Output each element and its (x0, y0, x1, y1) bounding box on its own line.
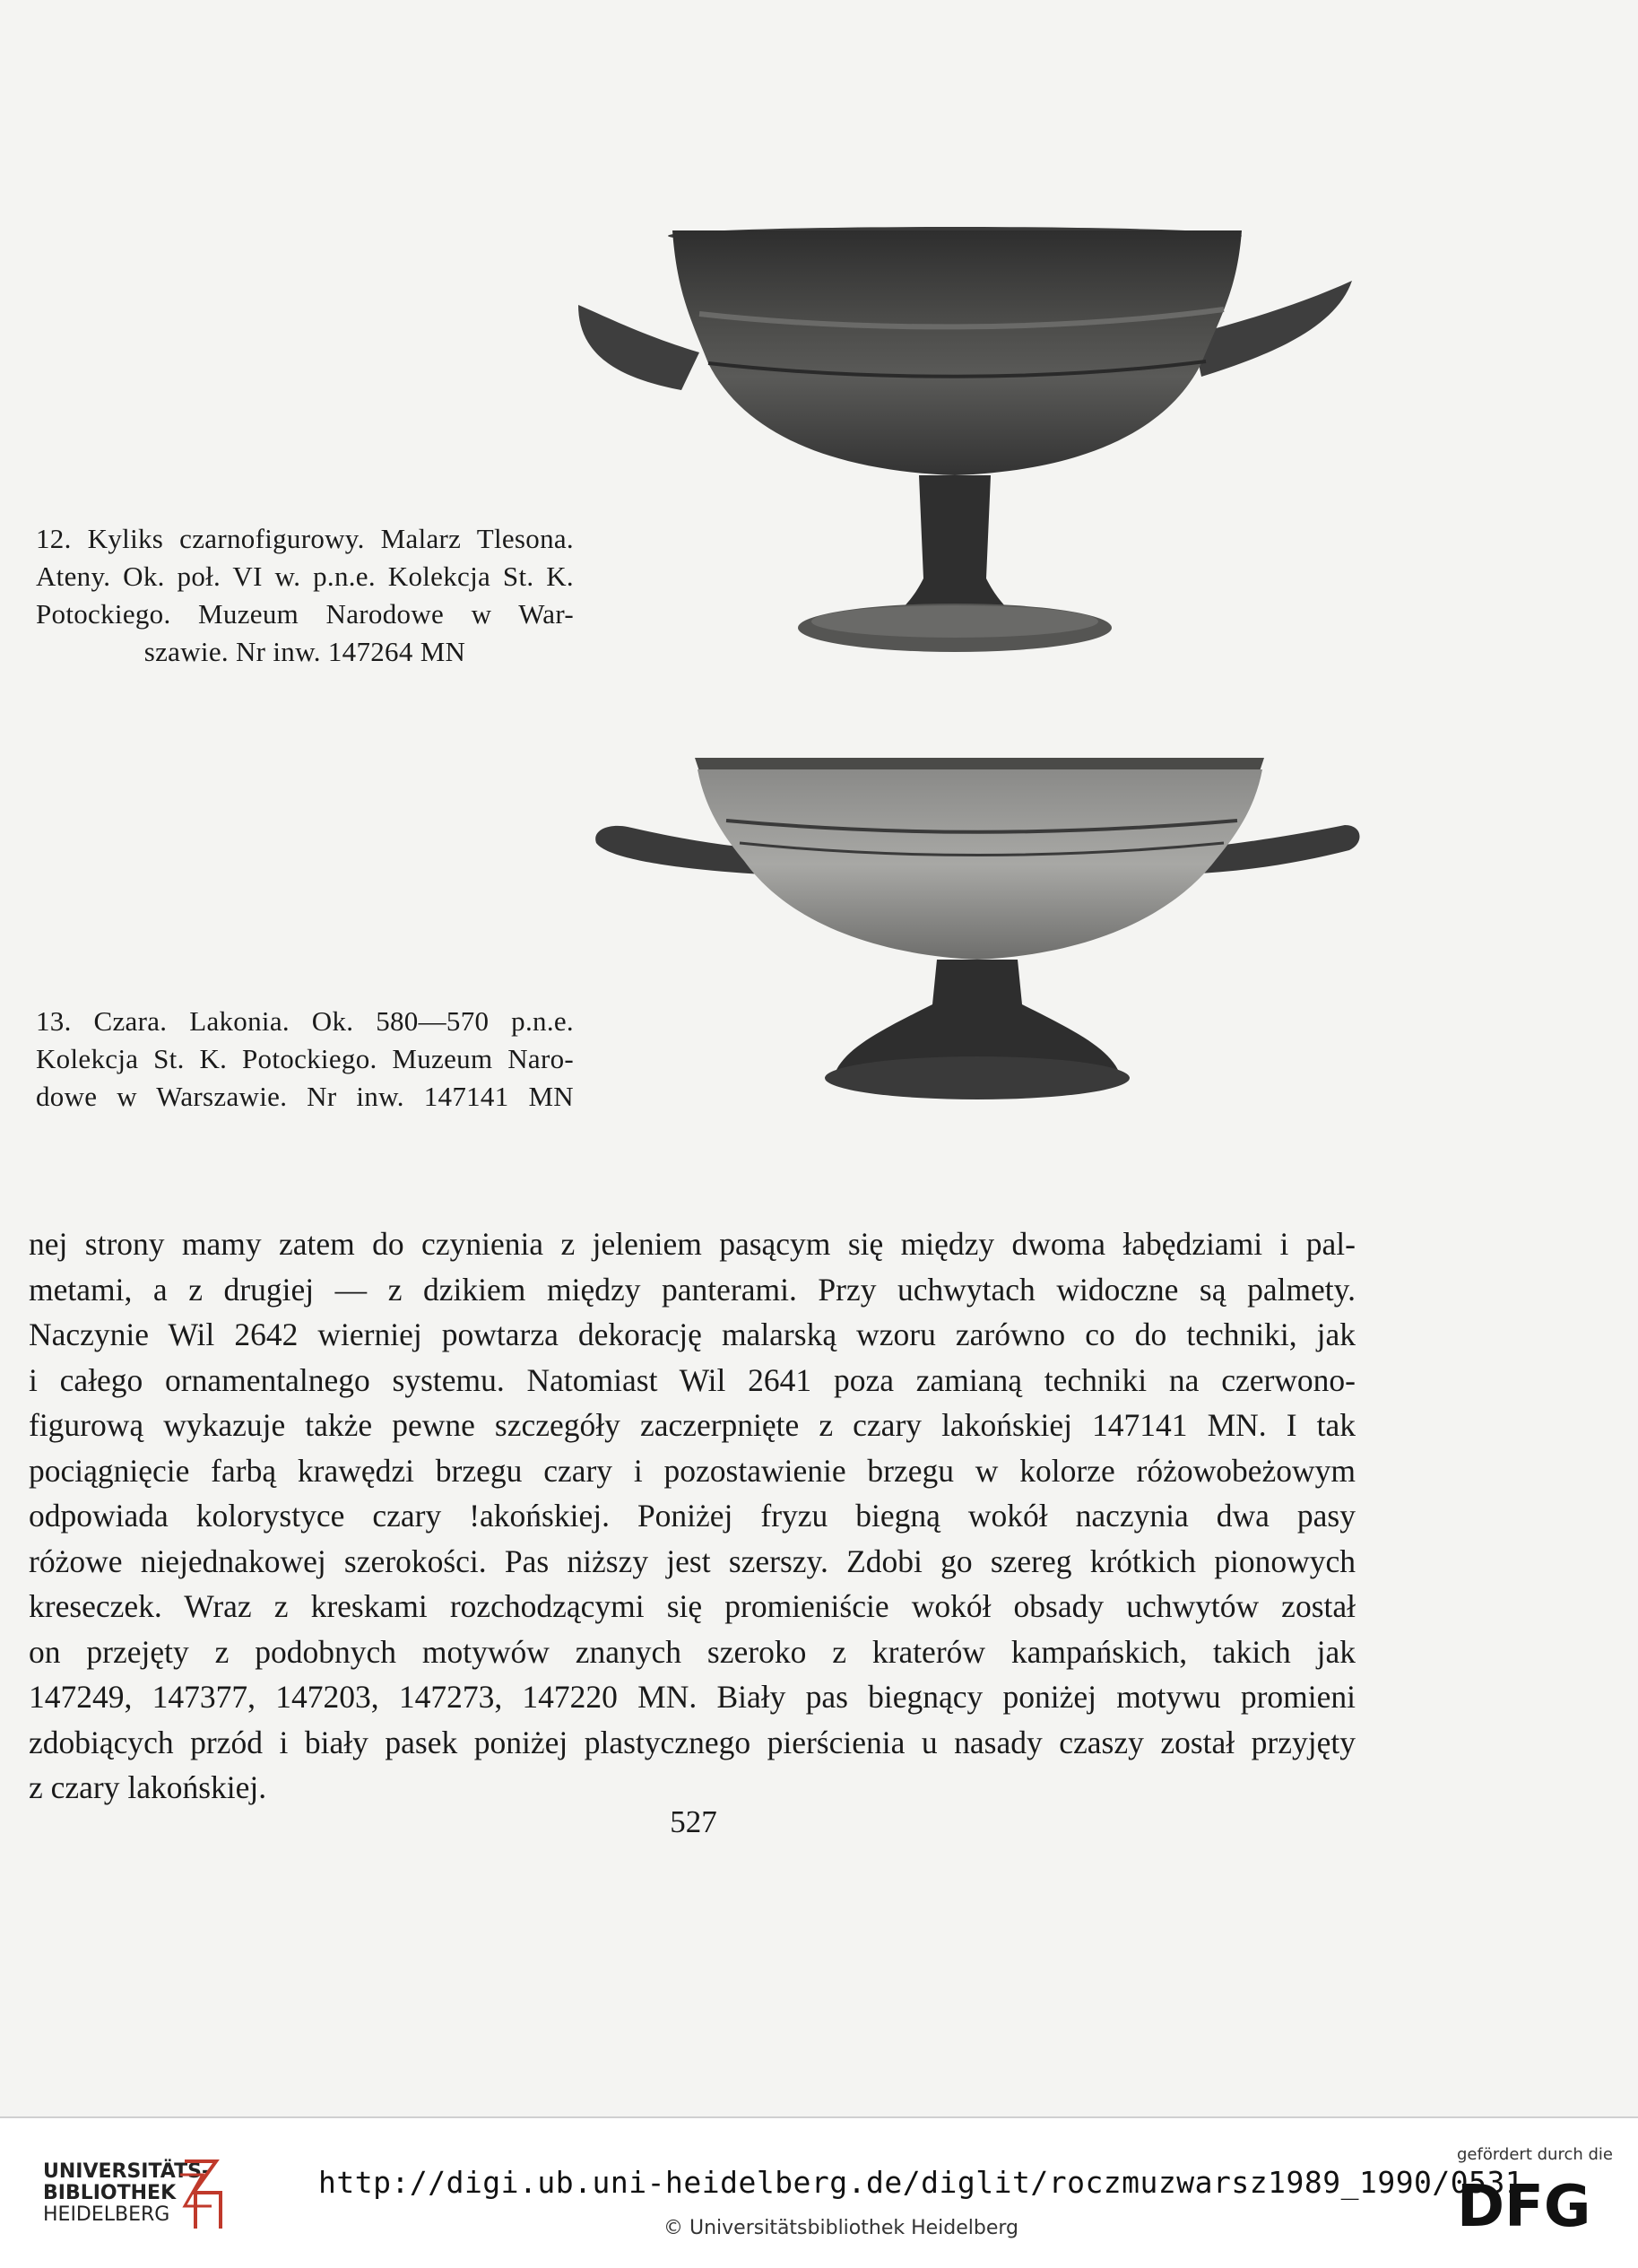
text-line: zdobiących przód i biały pasek poniżej plastycznego pierścienia u nasady czaszy został przyjęty (29, 1724, 1356, 1760)
text-line: metami, a z drugiej — z dzikiem między panterami. Przy uchwytach widoczne są palmety. (29, 1271, 1356, 1308)
caption-line: 12. Kyliks czarnofigurowy. Malarz Tlesona. (36, 523, 574, 554)
text-line: pociągnięcie farbą krawędzi brzegu czary i pozostawienie brzegu w kolorze różowobeżowym (29, 1452, 1356, 1489)
dfg-logo[interactable] (1457, 2174, 1618, 2237)
text-line: Naczynie Wil 2642 wierniej powtarza dekorację malarską wzoru zarówno co do techniki, jak (29, 1316, 1356, 1352)
library-logo[interactable] (43, 2161, 222, 2251)
library-name-line: UNIVERSITÄTS- (43, 2160, 211, 2183)
text-line: i całego ornamentalnego systemu. Natomiast Wil 2641 poza zamianą techniki na czerwono- (29, 1361, 1356, 1398)
caption-line: Potockiego. Muzeum Narodowe w War- (36, 598, 574, 630)
copyright-notice: © Universitätsbibliothek Heidelberg (663, 2217, 1019, 2239)
caption-line: szawie. Nr inw. 147264 MN (143, 636, 466, 667)
figure-12-caption (36, 520, 574, 671)
text-line: nej strony mamy zatem do czynienia z jeleniem pasącym się między dwoma łabędziami i pal- (29, 1226, 1356, 1262)
text-line: kreseczek. Wraz z kreskami rozchodzącymi się promieniście wokół obsady uchwytów został (29, 1588, 1356, 1624)
text-line: różowe niejednakowej szerokości. Pas niższy jest szerszy. Zdobi go szereg krótkich pionowych (29, 1542, 1356, 1579)
digitization-footer (0, 2116, 1638, 2268)
caption-line: Ateny. Ok. poł. VI w. p.n.e. Kolekcja St. K. (36, 560, 574, 592)
permalink-url[interactable]: http://digi.ub.uni-heidelberg.de/diglit/roczmuzwarsz1989_1990/0531 (318, 2165, 1524, 2200)
text-line: figurową wykazuje także pewne szczegóły zaczerpnięte z czary lakońskiej 147141 MN. I tak (29, 1407, 1356, 1443)
library-name-line: BIBLIOTHEK (43, 2182, 177, 2204)
laconian-cup-photo (592, 744, 1363, 1121)
library-name-line: HEIDELBERG (43, 2203, 170, 2226)
dfg-logo-text: DFG (1457, 2174, 1591, 2237)
caption-line: 13. Czara. Lakonia. Ok. 580—570 p.n.e. (36, 1005, 574, 1037)
kylix-photo (574, 220, 1363, 659)
text-line: z czary lakońskiej. (29, 1769, 267, 1805)
page-number: 527 (670, 1804, 717, 1839)
body-paragraph (29, 1221, 1356, 1811)
figure-13-caption (36, 1003, 574, 1116)
caption-line: dowe w Warszawie. Nr inw. 147141 MN (36, 1081, 574, 1112)
text-line: odpowiada kolorystyce czary !akońskiej. Poniżej fryzu biegną wokół naczynia dwa pasy (29, 1498, 1356, 1534)
funding-note: gefördert durch die (1457, 2145, 1613, 2164)
text-line: on przejęty z podobnych motywów znanych szeroko z kraterów kampańskich, takich jak (29, 1633, 1356, 1670)
library-mark-icon (176, 2152, 230, 2233)
caption-line: Kolekcja St. K. Potockiego. Muzeum Naro- (36, 1043, 574, 1074)
text-line: 147249, 147377, 147203, 147273, 147220 MN. Biały pas biegnący poniżej motywu promieni (29, 1679, 1356, 1715)
